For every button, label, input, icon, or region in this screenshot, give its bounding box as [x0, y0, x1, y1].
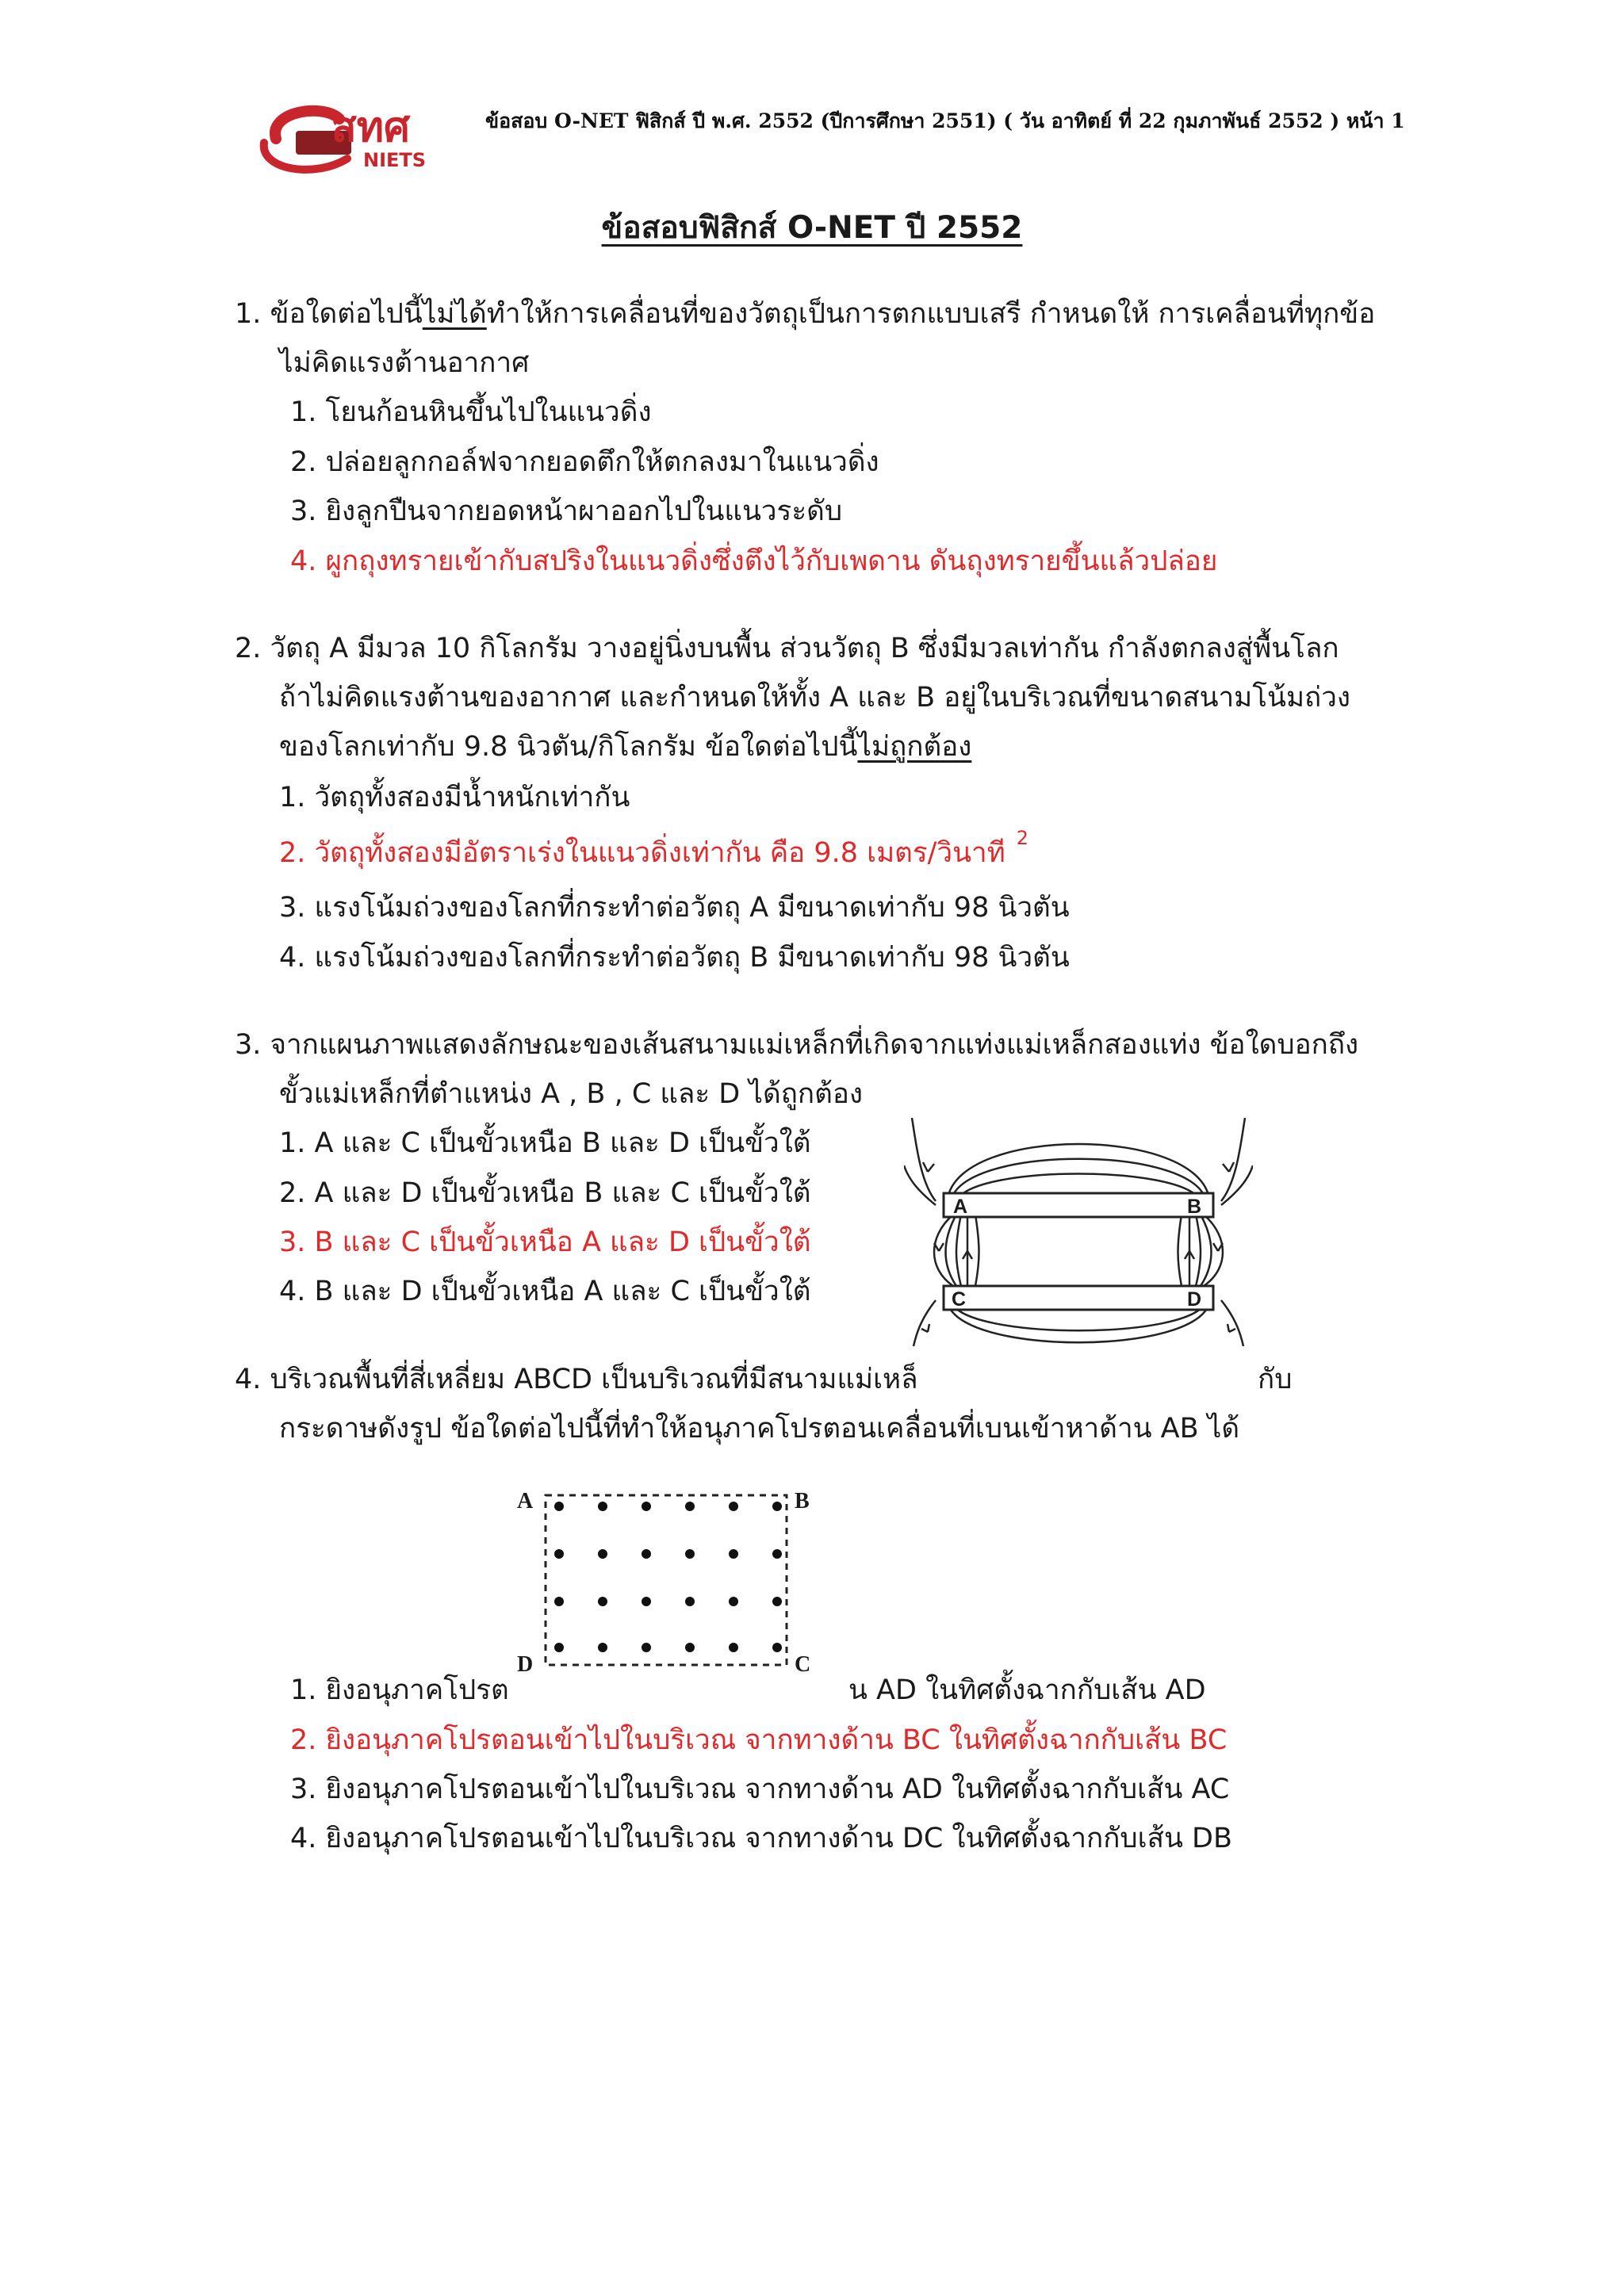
magnetic-field-figure — [904, 1110, 1253, 1348]
page-title: ข้อสอบฟิสิกส์ O-NET ปี 2552 — [601, 210, 1023, 246]
q4-choice-3: 3. ยิงอนุภาคโปรตอนเข้าไปในบริเวณ จากทางด้าน AD ในทิศตั้งฉากกับเส้น AC — [290, 1774, 1230, 1805]
corner-label-b: B — [795, 1489, 810, 1513]
q1-stem — [235, 297, 1375, 331]
q4-choice-1: 1. ยิงอนุภาคโปรต — [290, 1674, 509, 1706]
logo-text: สทศ — [331, 104, 411, 151]
q2-line2: ถ้าไม่คิดแรงต้านของอากาศ และกำหนดให้ทั้ง A และ B อยู่ในบริเวณที่ขนาดสนามโน้มถ่วง — [279, 682, 1350, 714]
q3-choice-2: 2. A และ D เป็นขั้วเหนือ B และ C เป็นขั้วใต้ — [279, 1177, 811, 1209]
q1-stem-part: ทำให้การเคลื่อนที่ของวัตถุเป็นการตกแบบเสรี กำหนดให้ การเคลื่อนที่ทุกข้อ — [486, 298, 1376, 330]
corner-label-c: C — [795, 1652, 811, 1677]
q2-choice-1: 1. วัตถุทั้งสองมีน้ำหนักเท่ากัน — [279, 782, 630, 813]
niets-logo — [252, 95, 458, 182]
page-header: ข้อสอบ O-NET ฟิสิกส์ ปี พ.ศ. 2552 (ปีการศึกษา 2551) ( วัน อาทิตย์ ที่ 22 กุมภาพันธ์ 2552 ) หน้า 1 — [485, 109, 1405, 132]
q3-choice-4: 4. B และ D เป็นขั้วเหนือ A และ C เป็นขั้วใต้ — [279, 1276, 811, 1307]
dot-field-diagram — [508, 1475, 841, 1681]
q1-stem-part: 1. ข้อใดต่อไปนี้ — [235, 298, 423, 330]
q2-line3-underlined: ไม่ถูกต้อง — [857, 731, 972, 763]
q2-choice-2-answer — [279, 827, 1029, 873]
q1-choice-3: 3. ยิงลูกปืนจากยอดหน้าผาออกไปในแนวระดับ — [290, 496, 843, 527]
magnetic-field-diagram — [904, 1110, 1253, 1348]
q2-line3-part: ของโลกเท่ากับ 9.8 นิวตัน/กิโลกรัม ข้อใดต่อไปนี้ — [279, 731, 858, 763]
pole-label-c: C — [952, 1288, 967, 1311]
q1-choice-4-answer: 4. ผูกถุงทรายเข้ากับสปริงในแนวดิ่งซึ่งตึงไว้กับเพดาน ดันถุงทรายขึ้นแล้วปล่อย — [290, 545, 1218, 577]
q1-stem-underlined: ไม่ได้ — [422, 298, 487, 330]
q2-line1: 2. วัตถุ A มีมวล 10 กิโลกรัม วางอยู่นิ่งบนพื้น ส่วนวัตถุ B ซึ่งมีมวลเท่ากัน กำลังตกลงสู่พื้นโลก — [235, 633, 1339, 664]
superscript-2: 2 — [1016, 827, 1029, 849]
q3-choice-1: 1. A และ C เป็นขั้วเหนือ B และ D เป็นขั้วใต้ — [279, 1127, 811, 1159]
q1-choice-1: 1. โยนก้อนหินขึ้นไปในแนวดิ่ง — [290, 396, 652, 428]
corner-label-a: A — [517, 1489, 534, 1513]
q4-line1-end: กับ — [1258, 1364, 1293, 1395]
q2-choice-4: 4. แรงโน้มถ่วงของโลกที่กระทำต่อวัตถุ B มีขนาดเท่ากับ 98 นิวตัน — [279, 942, 1070, 974]
q4-choice-2-answer: 2. ยิงอนุภาคโปรตอนเข้าไปในบริเวณ จากทางด้าน BC ในทิศตั้งฉากกับเส้น BC — [290, 1724, 1228, 1756]
q3-line1: 3. จากแผนภาพแสดงลักษณะของเส้นสนามแม่เหล็กที่เกิดจากแท่งแม่เหล็กสองแท่ง ข้อใดบอกถึง — [235, 1029, 1359, 1061]
pole-label-d: D — [1187, 1288, 1202, 1311]
q1-choice-2: 2. ปล่อยลูกกอล์ฟจากยอดตึกให้ตกลงมาในแนวดิ่ง — [290, 446, 879, 478]
q4-choice-1-tail: น AD ในทิศตั้งฉากกับเส้น AD — [848, 1674, 1206, 1706]
corner-label-d: D — [517, 1652, 534, 1677]
pole-label-a: A — [953, 1196, 968, 1218]
q1-stem-line2: ไม่คิดแรงต้านอากาศ — [279, 347, 530, 379]
niets-logo-graphic — [252, 95, 458, 182]
logo-subtext: NIETS — [363, 149, 427, 171]
q4-choice-4: 4. ยิงอนุภาคโปรตอนเข้าไปในบริเวณ จากทางด้าน DC ในทิศตั้งฉากกับเส้น DB — [290, 1823, 1232, 1854]
q2-line3 — [279, 729, 971, 764]
dot-field-figure — [508, 1475, 841, 1681]
q3-line2: ขั้วแม่เหล็กที่ตำแหน่ง A , B , C และ D ได้ถูกต้อง — [279, 1078, 863, 1110]
q4-line2: กระดาษดังรูป ข้อใดต่อไปนี้ที่ทำให้อนุภาคโปรตอนเคลื่อนที่เบนเข้าหาด้าน AB ได้ — [279, 1413, 1240, 1445]
q2-choice-2-text: 2. วัตถุทั้งสองมีอัตราเร่งในแนวดิ่งเท่ากัน คือ 9.8 เมตร/วินาที — [279, 837, 1005, 869]
q3-choice-3-answer: 3. B และ C เป็นขั้วเหนือ A และ D เป็นขั้วใต้ — [279, 1226, 811, 1258]
q4-line1-start: 4. บริเวณพื้นที่สี่เหลี่ยม ABCD เป็นบริเวณที่มีสนามแม่เหล็ — [235, 1364, 918, 1395]
pole-label-b: B — [1187, 1196, 1202, 1218]
q2-choice-3: 3. แรงโน้มถ่วงของโลกที่กระทำต่อวัตถุ A มีขนาดเท่ากับ 98 นิวตัน — [279, 892, 1070, 924]
